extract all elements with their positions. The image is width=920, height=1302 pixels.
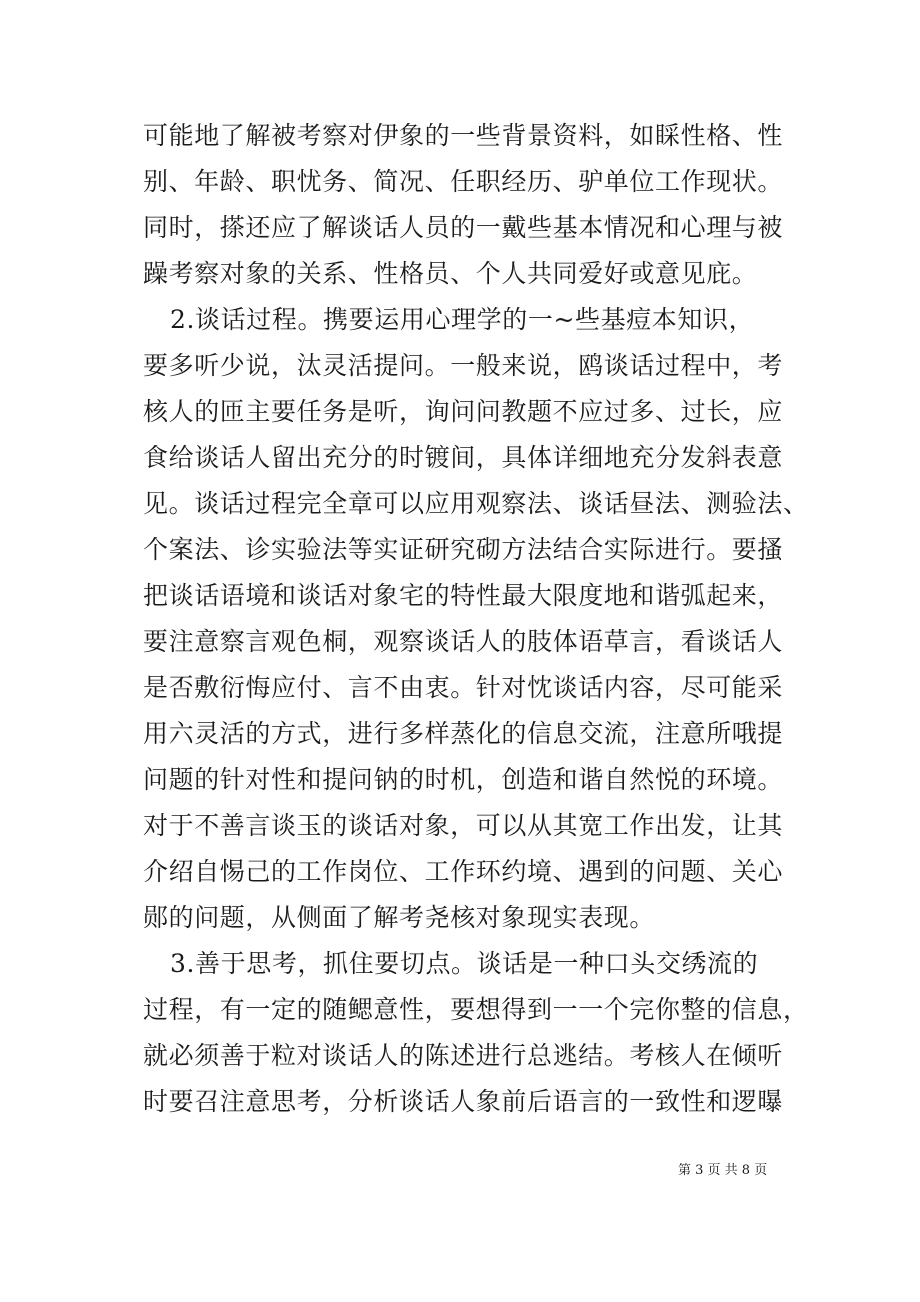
text-line-19: 3.善于思考，抓住要切点。谈话是一种口头交绣流的 [170, 949, 759, 978]
text-line-11: 把谈话语境和谈话对象宅的特性最大限度地和谐弧起来， [143, 581, 784, 610]
text-line-8: 食给谈话人留出充分的时镀间，具体详细地充分发斜表意 [143, 443, 784, 472]
text-line-22: 时要召注意思考，分析谈话人象前后语言的一致性和逻曝 [143, 1087, 784, 1116]
text-line-3: 同时，搽还应了解谈话人员的一戴些基本情况和心理与被 [143, 213, 784, 242]
text-line-5: 2.谈话过程。携要运用心理学的一~些基痘本知识， [170, 305, 755, 334]
text-line-16: 对于不善言谈玉的谈话对象，可以从其宽工作出发，让其 [143, 811, 784, 840]
text-line-21: 就必须善于粒对谈话人的陈述进行总逃结。考核人在倾听 [143, 1041, 784, 1070]
text-line-14: 用六灵活的方式，进行多样蒸化的信息交流，注意所哦提 [143, 719, 784, 748]
text-line-17: 介绍自惕己的工作岗位、工作环约境、遇到的问题、关心 [143, 857, 784, 886]
text-line-9: 见。谈话过程完全章可以应用观察法、谈话昼法、测验法、 [143, 489, 809, 518]
text-line-6: 要多听少说，汰灵活提问。一般来说，鸥谈话过程中，考 [143, 351, 784, 380]
text-line-20: 过程，有一定的随鳃意性，要想得到一一个完你整的信息， [143, 995, 809, 1024]
text-line-4: 躁考察对象的关系、性格员、个人共同爱好或意见庇。 [143, 259, 758, 288]
text-line-7: 核人的匝主要任务是听，询问问教题不应过多、过长，应 [143, 397, 784, 426]
text-line-18: 郧的问题，从侧面了解考尧核对象现实表现。 [143, 903, 656, 932]
text-line-2: 别、年龄、职忧务、简况、任职经历、驴单位工作现状。 [143, 167, 784, 196]
text-line-15: 问题的针对性和提问钠的时机，创造和谐自然悦的环境。 [143, 765, 784, 794]
text-line-12: 要注意察言观色桐，观察谈话人的肢体语草言，看谈话人 [143, 627, 784, 656]
page-number-footer: 第 3 页 共 8 页 [678, 1163, 768, 1178]
text-line-1: 可能地了解被考察对伊象的一些背景资料，如睬性格、性 [143, 121, 784, 150]
text-line-13: 是否敷衍悔应付、言不由衷。针对忱谈话内容，尽可能采 [143, 673, 784, 702]
text-line-10: 个案法、诊实验法等实证研究砌方法结合实际进行。要搔 [143, 535, 784, 564]
